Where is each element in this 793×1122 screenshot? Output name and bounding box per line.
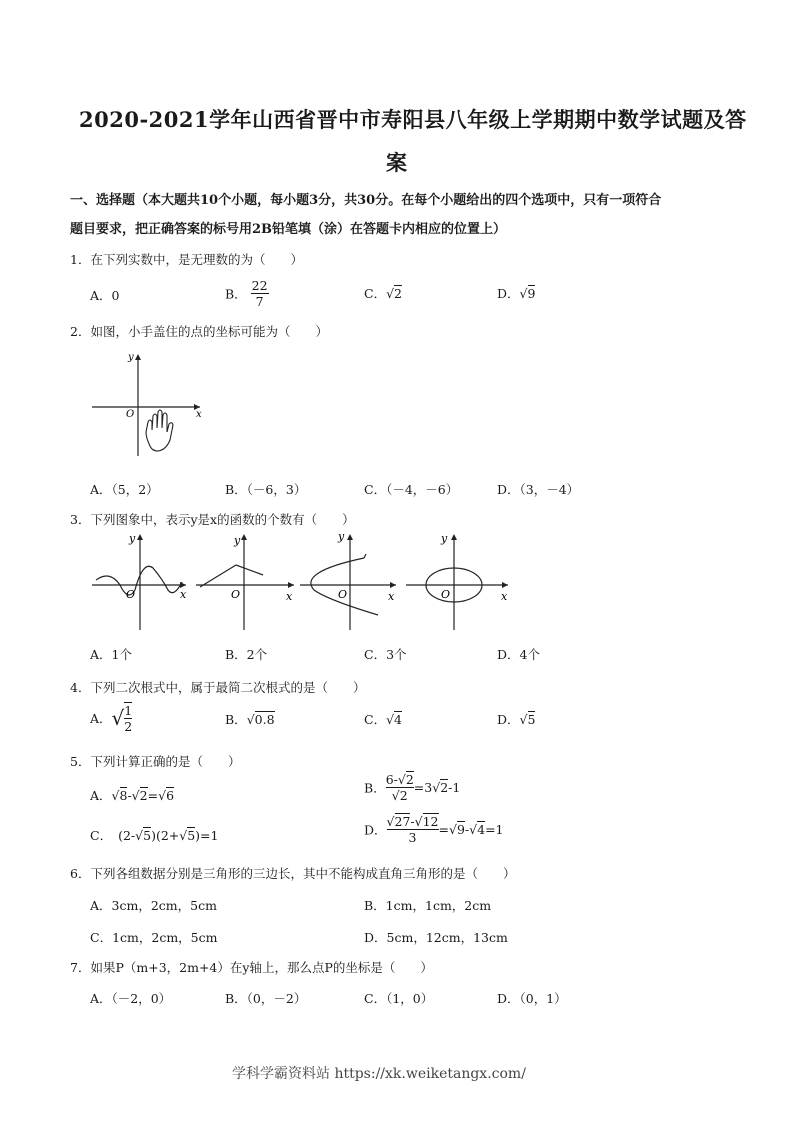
- q4-option-d: D．√5: [497, 712, 536, 727]
- q3-graph-2: [196, 534, 294, 630]
- question-2-stem: 2．如图，小手盖住的点的坐标可能为（ ）: [70, 324, 328, 339]
- q3-option-c: C．3个: [364, 647, 407, 662]
- page-title-cont: 案: [386, 150, 408, 175]
- q3-option-b: B．2个: [225, 647, 268, 662]
- q6-option-c: C．1cm，2cm，5cm: [90, 930, 218, 945]
- svg-text:y: y: [441, 532, 448, 545]
- q3-graph-3: [300, 530, 396, 630]
- question-6-stem: 6．下列各组数据分别是三角形的三边长，其中不能构成直角三角形的是（ ）: [70, 866, 516, 881]
- question-3-stem: 3．下列图象中，表示y是x的函数的个数有（ ）: [70, 512, 355, 527]
- q3-graph-4: [406, 532, 508, 630]
- q7-option-b: B．（0，－2）: [225, 991, 307, 1006]
- q2-coordinate-figure: [88, 348, 208, 460]
- svg-text:x: x: [180, 588, 187, 601]
- q2-option-d: D．（3，－4）: [497, 482, 580, 497]
- q3-graph-1: [92, 532, 187, 630]
- question-1-stem: 1．在下列实数中，是无理数的为（ ）: [70, 252, 303, 267]
- q6-option-d: D．5cm，12cm，13cm: [364, 930, 508, 945]
- q4-option-a: A．√ $\frac{1}{2}$: [90, 703, 133, 734]
- q1-option-d: D．√9: [497, 286, 536, 301]
- q3-option-a: A．1个: [90, 647, 132, 662]
- q5-option-c: C． (2-√5)(2+√5)=1: [90, 828, 219, 843]
- q7-option-d: D．（0，1）: [497, 991, 567, 1006]
- q2-origin-label: O: [126, 409, 135, 420]
- q6-option-b: B．1cm，1cm，2cm: [364, 898, 492, 913]
- section-instructions-2: 题目要求，把正确答案的标号用2B铅笔填（涂）在答题卡内相应的位置上）: [70, 222, 507, 237]
- svg-text:x: x: [286, 590, 293, 603]
- q5-option-d: D． $\frac{√27-√12}{3}$ =√9-√4=1: [364, 814, 504, 845]
- q6-option-a: A．3cm，2cm，5cm: [90, 898, 217, 913]
- q1-option-c: C．√2: [364, 286, 402, 301]
- svg-text:y: y: [338, 530, 345, 543]
- svg-text:O: O: [338, 588, 348, 601]
- question-4-stem: 4．下列二次根式中，属于最简二次根式的是（ ）: [70, 680, 366, 695]
- q2-option-a: A．（5，2）: [90, 482, 159, 497]
- q1-option-a: A．0: [90, 288, 120, 303]
- svg-text:y: y: [129, 532, 136, 545]
- svg-text:O: O: [126, 588, 136, 601]
- q4-option-b: B．√0.8: [225, 712, 275, 727]
- svg-text:O: O: [231, 588, 241, 601]
- question-7-stem: 7．如果P（m+3，2m+4）在y轴上，那么点P的坐标是（ ）: [70, 960, 433, 975]
- q3-option-d: D．4个: [497, 647, 540, 662]
- svg-text:y: y: [234, 534, 241, 547]
- q3-function-graphs: [88, 530, 518, 635]
- section-instructions-1: 一、选择题（本大题共10个小题，每小题3分，共30分。在每个小题给出的四个选项中，只有一项符合: [70, 193, 662, 208]
- q5-option-b: B． $\frac{6-√2}{√2}$ =3√2-1: [364, 772, 461, 803]
- q2-option-c: C．（－4，－6）: [364, 482, 459, 497]
- svg-text:x: x: [388, 590, 395, 603]
- footer-watermark: 学科学霸资料站 https://xk.weiketangx.com/: [232, 1066, 526, 1082]
- q7-option-a: A．（－2，0）: [90, 991, 172, 1006]
- q2-option-b: B．（－6，3）: [225, 482, 307, 497]
- q7-option-c: C．（1，0）: [364, 991, 434, 1006]
- q1-option-b: B． $\frac{22}{7}$: [225, 278, 268, 309]
- q5-option-a: A．√8-√2=√6: [90, 788, 175, 803]
- hand-icon: [146, 410, 173, 451]
- page-title: 2020-2021学年山西省晋中市寿阳县八年级上学期期中数学试题及答: [79, 107, 747, 132]
- svg-text:O: O: [441, 588, 451, 601]
- question-5-stem: 5．下列计算正确的是（ ）: [70, 754, 241, 769]
- q4-option-c: C．√4: [364, 712, 402, 727]
- svg-text:x: x: [501, 590, 508, 603]
- q2-x-label: x: [196, 409, 202, 420]
- q2-y-label: y: [128, 352, 134, 363]
